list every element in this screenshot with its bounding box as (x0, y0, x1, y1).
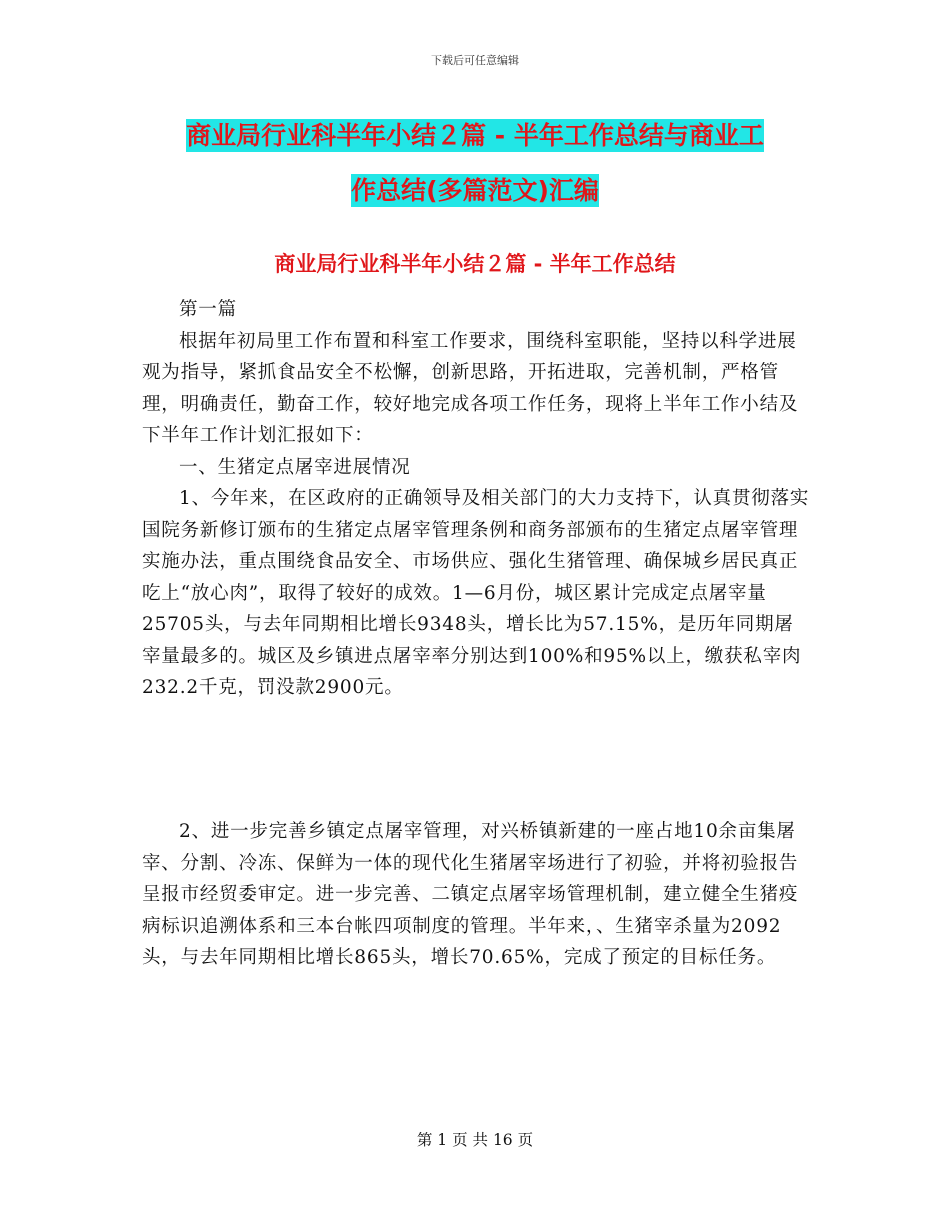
section-title: 商业局行业科半年小结２篇 - 半年工作总结 (274, 252, 676, 276)
paragraph-part-label: 第一篇 (179, 299, 237, 320)
page-header: 下载后可任意编辑 (431, 54, 519, 67)
body-block-1 (142, 294, 812, 704)
title-line-1: 商业局行业科半年小结２篇 - 半年工作总结与商业工 (186, 121, 764, 150)
paragraph-intro: 根据年初局里工作布置和科室工作要求，围绕科室职能，坚持以科学进展观为指导，紧抓食品安全不松懈，创新思路，开拓进取，完善机制，严格管理，明确责任，勤奋工作，较好地完成各项工作任务，现将上半年工作小结及下半年工作计划汇报如下： (142, 330, 799, 446)
paragraph-item-2: 2、进一步完善乡镇定点屠宰管理，对兴桥镇新建的一座占地10余亩集屠宰、分割、冷冻、保鲜为一体的现代化生猪屠宰场进行了初验，并将初验报告呈报市经贸委审定。进一步完善、二镇定点屠宰场管理机制，建立健全生猪疫病标识追溯体系和三本台帐四项制度的管理。半年来，、生猪宰杀量为2092头，与去年同期相比增长865头，增长70.65%，完成了预定的目标任务。 (142, 821, 799, 968)
body-block-2 (142, 816, 812, 974)
document-title (150, 108, 800, 218)
paragraph-heading-1: 一、生猪定点屠宰进展情况 (179, 456, 411, 478)
page-footer: 第 1 页 共 16 页 (416, 1131, 534, 1149)
paragraph-item-1: 1、今年来，在区政府的正确领导及相关部门的大力支持下，认真贯彻落实国院务新修订颁布的生猪定点屠宰管理条例和商务部颁布的生猪定点屠宰管理实施办法，重点围绕食品安全、市场供应、强化生猪管理、确保城乡居民真正吃上“放心肉”，取得了较好的成效。1—6月份，城区累计完成定点屠宰量25705头，与去年同期相比增长9348头，增长比为57.15%，是历年同期屠宰量最多的。城区及乡镇进点屠宰率分别达到100%和95%以上，缴获私宰肉232.2千克，罚没款2900元。 (142, 488, 810, 698)
title-line-2: 作总结(多篇范文)汇编 (351, 176, 599, 205)
